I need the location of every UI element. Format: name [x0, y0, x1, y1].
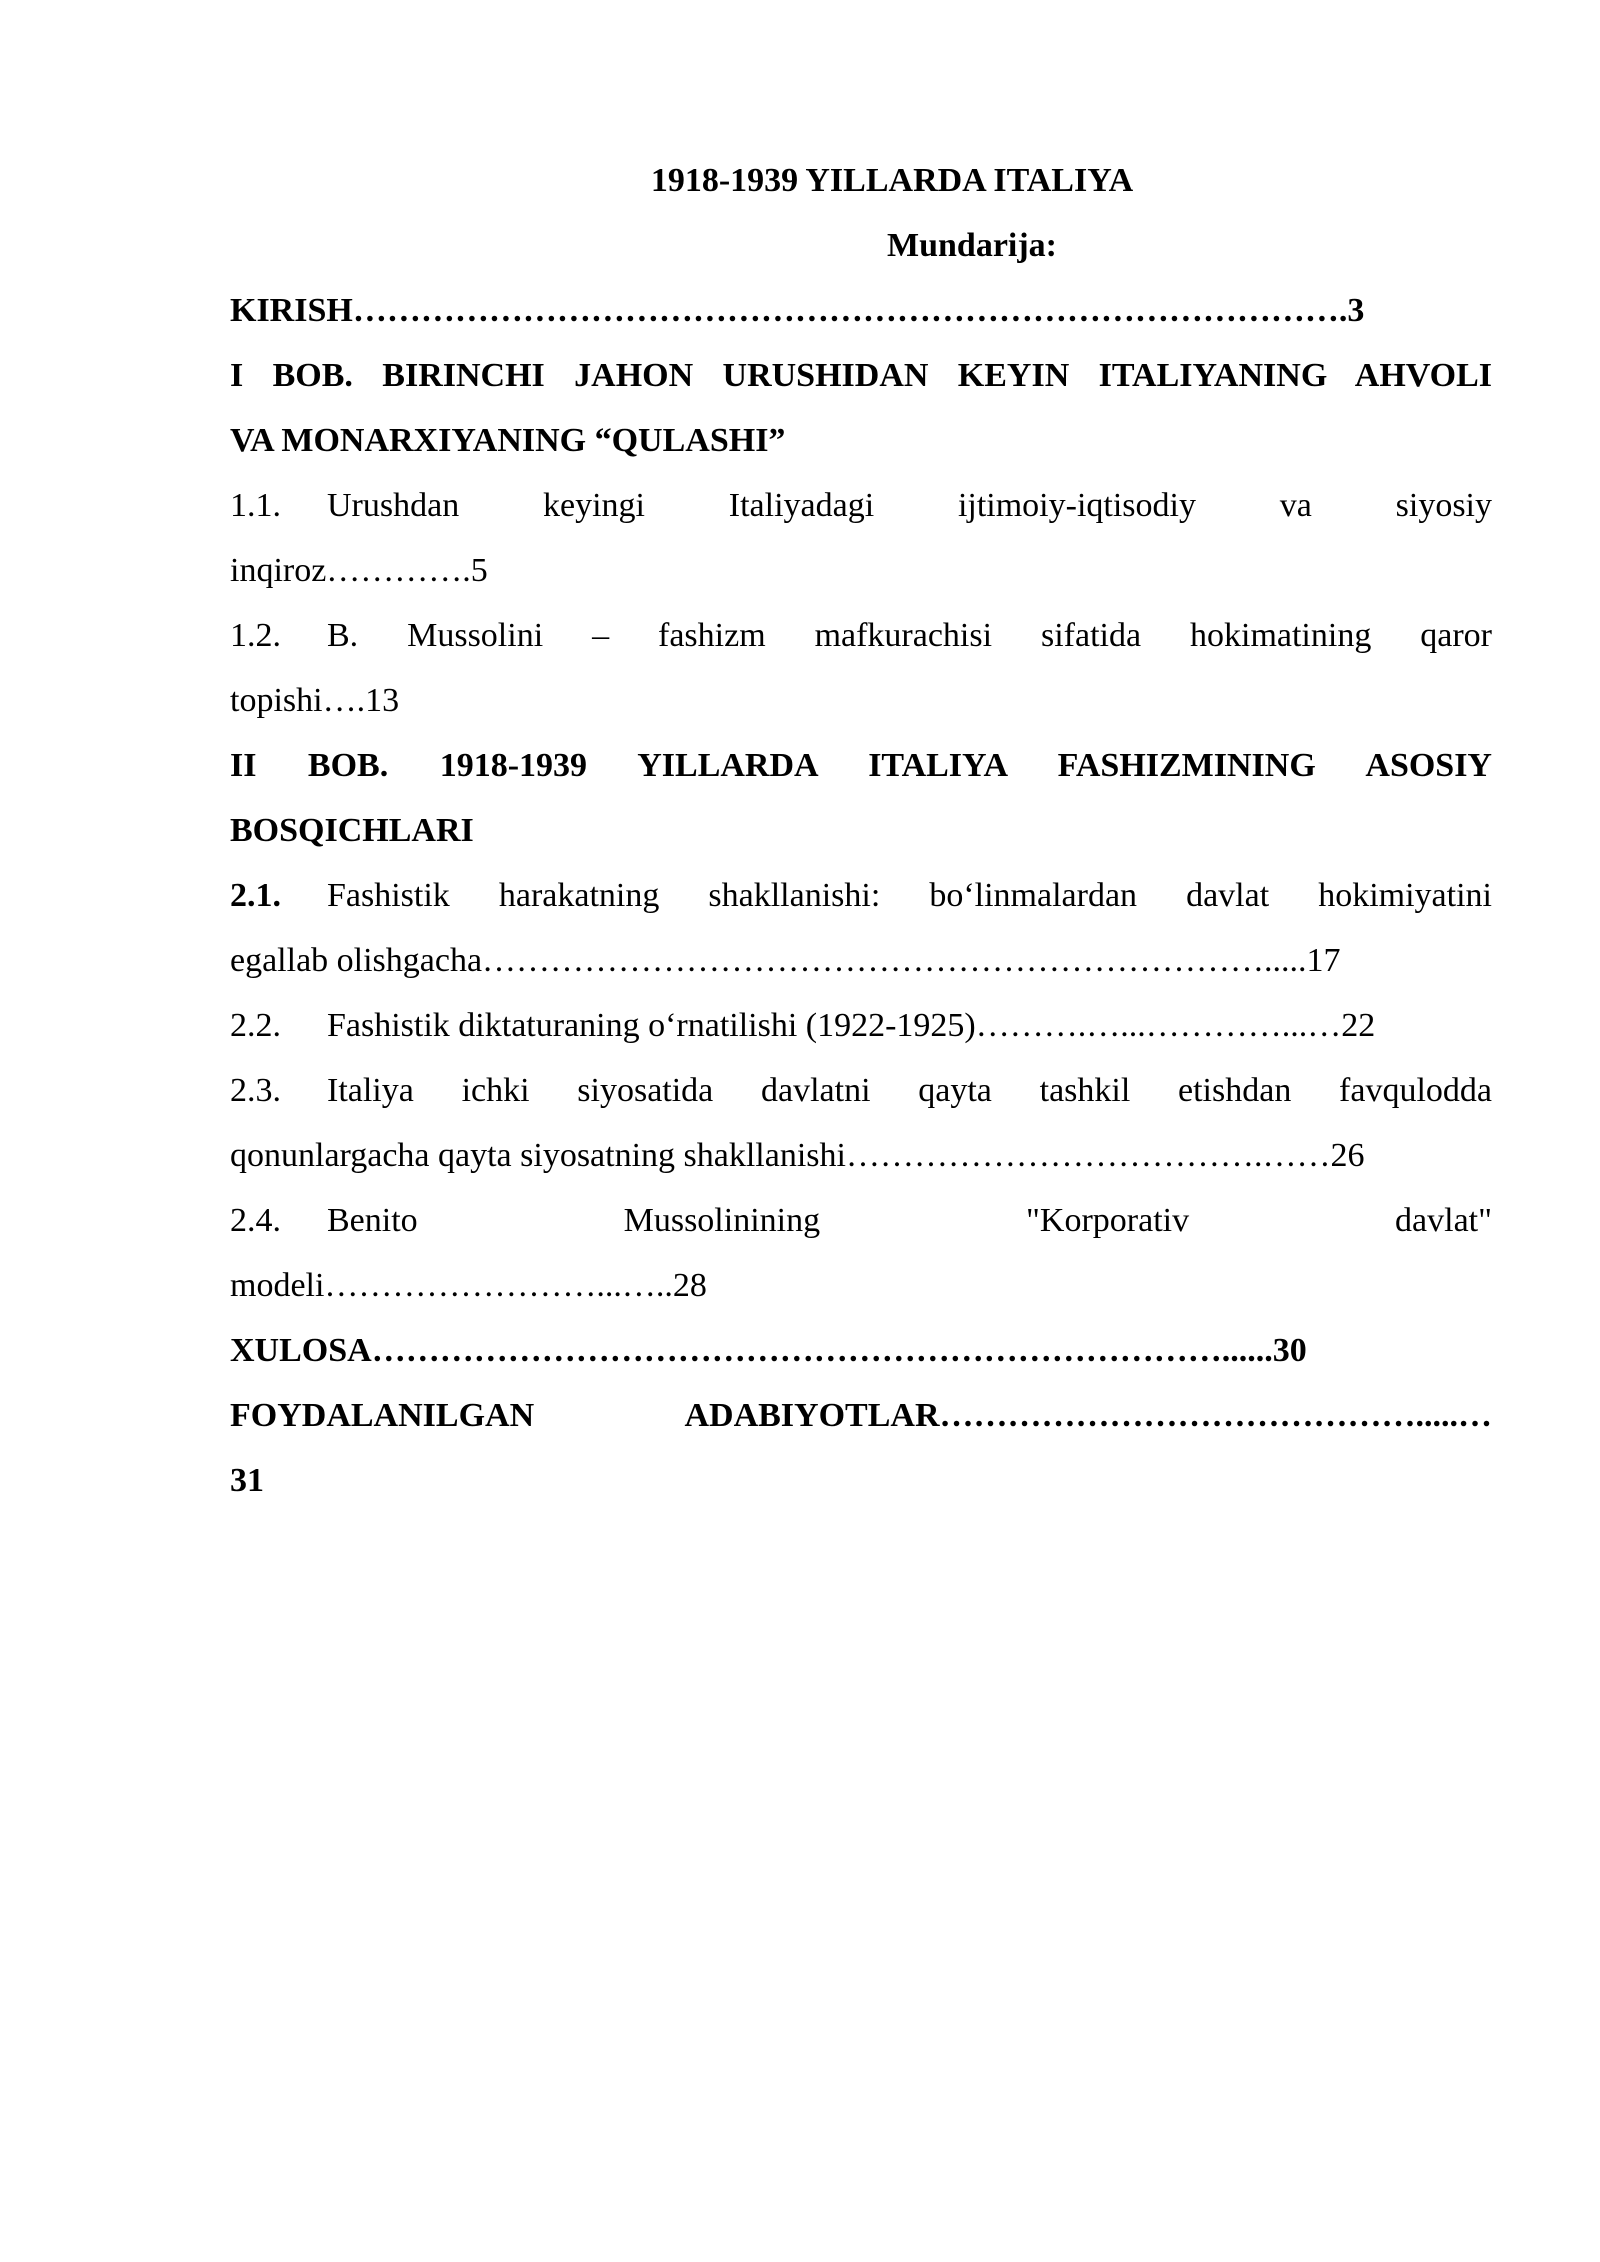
toc-entry-2-3-line-2: qonunlargacha qayta siyosatning shakllanishi……………………………….……26 — [230, 1137, 1365, 1174]
toc-entry-1-1-number: 1.1. — [230, 487, 281, 524]
toc-entry-2-1-number: 2.1. — [230, 877, 281, 914]
toc-entry-2-4-number: 2.4. — [230, 1202, 281, 1239]
toc-entry-1-2-line-1 — [230, 603, 1492, 668]
toc-entry-chapter-1 — [230, 343, 1492, 473]
toc-entry-2-2 — [230, 993, 1492, 1058]
document-page — [230, 148, 1492, 1513]
toc-entry-2-2-number: 2.2. — [230, 1007, 281, 1044]
toc-entry-chapter-1-line-2: VA MONARXIYANING “QULASHI” — [230, 422, 786, 459]
toc-entry-2-1-text: Fashistik harakatning shakllanishi: bo‘linmalardan davlat hokimiyatini — [327, 877, 1492, 914]
toc-entry-1-2 — [230, 603, 1492, 733]
toc-entry-1-1-text: Urushdan keyingi Italiyadagi ijtimoiy-iqtisodiy va siyosiy — [327, 487, 1492, 524]
toc-entry-chapter-2 — [230, 733, 1492, 863]
toc-entry-2-3 — [230, 1058, 1492, 1188]
toc-entry-foydalanilgan-line-1: FOYDALANILGAN ADABIYOTLAR…………………………………….....… — [230, 1397, 1492, 1434]
toc-entry-2-2-text: Fashistik diktaturaning o‘rnatilishi (1922-1925)……….…...…………...…22 — [327, 1007, 1376, 1044]
toc-entry-foydalanilgan-line-2: 31 — [230, 1462, 264, 1499]
toc-entry-2-1-line-1 — [230, 863, 1492, 928]
toc-entry-1-2-line-2: topishi….13 — [230, 682, 400, 719]
toc-entry-2-4-line-2: modeli……………………...…..28 — [230, 1267, 707, 1304]
toc-entry-chapter-2-line-2: BOSQICHLARI — [230, 812, 474, 849]
toc-entry-2-3-line-1 — [230, 1058, 1492, 1123]
document-title: 1918-1939 YILLARDA ITALIYA — [650, 162, 1134, 199]
toc-entry-2-4 — [230, 1188, 1492, 1318]
toc-entry-1-1-line-1 — [230, 473, 1492, 538]
toc-entry-xulosa-text: XULOSA…………………………………………………………………......30 — [230, 1332, 1307, 1369]
toc-entry-2-3-text: Italiya ichki siyosatida davlatni qayta tashkil etishdan favqulodda — [327, 1072, 1492, 1109]
toc-entry-2-4-text: Benito Mussolinining "Korporativ davlat" — [327, 1202, 1492, 1239]
toc-entry-2-1 — [230, 863, 1492, 993]
toc-entry-2-3-number: 2.3. — [230, 1072, 281, 1109]
toc-entry-2-1-line-2: egallab olishgacha…………………………………………………………….....17 — [230, 942, 1341, 979]
toc-entry-2-2-line-1 — [230, 993, 1492, 1058]
toc-entry-2-4-line-1 — [230, 1188, 1492, 1253]
toc-entry-chapter-1-line-1: I BOB. BIRINCHI JAHON URUSHIDAN KEYIN ITALIYANING AHVOLI — [230, 357, 1492, 394]
toc-entry-foydalanilgan-adabiyotlar — [230, 1383, 1492, 1513]
toc-entry-chapter-2-line-1: II BOB. 1918-1939 YILLARDA ITALIYA FASHIZMINING ASOSIY — [230, 747, 1492, 784]
toc-entry-1-2-text: B. Mussolini – fashizm mafkurachisi sifatida hokimatining qaror — [327, 617, 1492, 654]
toc-entry-1-1 — [230, 473, 1492, 603]
toc-entry-1-2-number: 1.2. — [230, 617, 281, 654]
toc-entry-1-1-line-2: inqiroz………….5 — [230, 552, 488, 589]
toc-entry-kirish — [230, 278, 1492, 343]
toc-entry-kirish-text: KIRISH…………………………………………………………………………….3 — [230, 292, 1365, 329]
toc-entry-xulosa — [230, 1318, 1492, 1383]
toc-heading: Mundarija: — [887, 227, 1057, 264]
